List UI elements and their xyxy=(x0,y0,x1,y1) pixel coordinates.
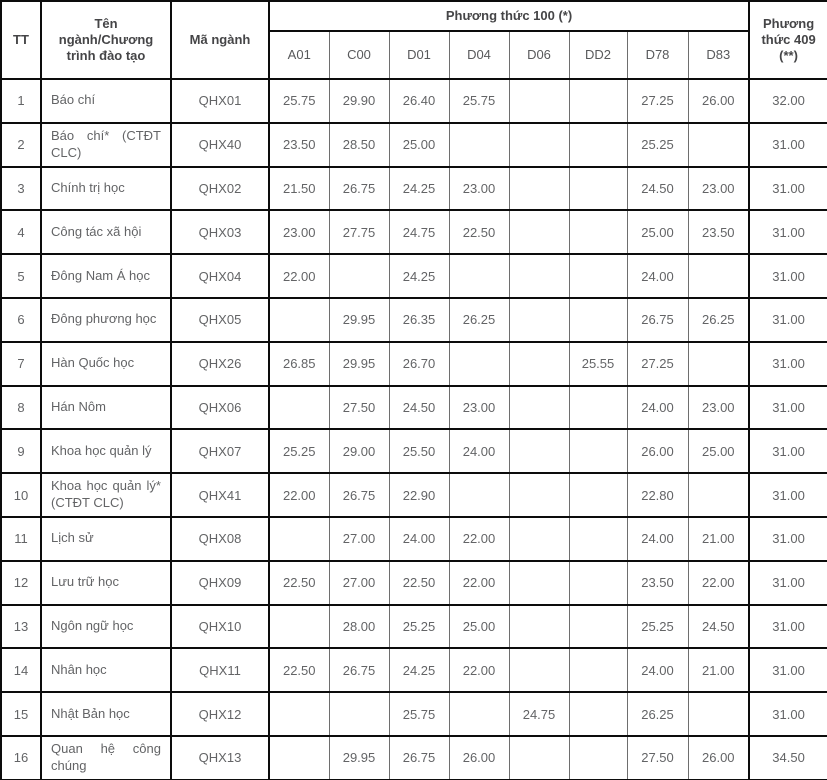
cell-score-a01 xyxy=(269,605,329,649)
cell-score-d78: 25.00 xyxy=(627,210,688,254)
cell-method-409: 31.00 xyxy=(749,429,827,473)
header-subject-d83: D83 xyxy=(688,31,749,79)
cell-score-d06 xyxy=(509,123,569,167)
cell-score-d06 xyxy=(509,210,569,254)
cell-major-code: QHX26 xyxy=(171,342,269,386)
cell-score-a01: 21.50 xyxy=(269,167,329,211)
cell-score-d06 xyxy=(509,298,569,342)
cell-score-d04: 25.00 xyxy=(449,605,509,649)
cell-method-409: 31.00 xyxy=(749,167,827,211)
cell-score-c00: 29.90 xyxy=(329,79,389,123)
cell-score-dd2 xyxy=(569,386,627,430)
cell-score-d83: 23.00 xyxy=(688,167,749,211)
cell-score-d78: 25.25 xyxy=(627,605,688,649)
cell-major-code: QHX12 xyxy=(171,692,269,736)
cell-program-name: Chính trị học xyxy=(41,167,171,211)
cell-tt: 16 xyxy=(1,736,41,780)
cell-major-code: QHX07 xyxy=(171,429,269,473)
cell-method-409: 31.00 xyxy=(749,342,827,386)
cell-score-dd2 xyxy=(569,517,627,561)
table-row xyxy=(1,167,827,211)
cell-major-code: QHX06 xyxy=(171,386,269,430)
cell-score-d83: 24.50 xyxy=(688,605,749,649)
cell-tt: 9 xyxy=(1,429,41,473)
header-method-100: Phương thức 100 (*) xyxy=(269,1,749,31)
table-row xyxy=(1,605,827,649)
cell-score-d04 xyxy=(449,692,509,736)
cell-score-d83: 22.00 xyxy=(688,561,749,605)
cell-score-c00: 28.00 xyxy=(329,605,389,649)
cell-major-code: QHX01 xyxy=(171,79,269,123)
table-row xyxy=(1,561,827,605)
cell-score-d01: 24.25 xyxy=(389,167,449,211)
cell-score-dd2 xyxy=(569,736,627,780)
header-major-code: Mã ngành xyxy=(171,1,269,79)
cell-tt: 1 xyxy=(1,79,41,123)
cell-score-a01 xyxy=(269,692,329,736)
cell-score-d83: 21.00 xyxy=(688,517,749,561)
cell-score-d04 xyxy=(449,254,509,298)
cell-program-name: Nhật Bản học xyxy=(41,692,171,736)
table-row xyxy=(1,736,827,780)
cell-method-409: 31.00 xyxy=(749,298,827,342)
cell-score-d06 xyxy=(509,561,569,605)
header-group-row xyxy=(1,1,827,31)
cell-tt: 10 xyxy=(1,473,41,517)
cell-score-d01: 24.50 xyxy=(389,386,449,430)
cell-score-d78: 24.00 xyxy=(627,254,688,298)
cell-score-d01: 26.40 xyxy=(389,79,449,123)
cell-score-d78: 25.25 xyxy=(627,123,688,167)
cell-method-409: 31.00 xyxy=(749,561,827,605)
cell-tt: 3 xyxy=(1,167,41,211)
cell-score-d83 xyxy=(688,692,749,736)
cell-score-d04: 22.00 xyxy=(449,561,509,605)
table-header xyxy=(1,1,827,79)
cell-program-name: Đông phương học xyxy=(41,298,171,342)
table-row xyxy=(1,123,827,167)
cell-score-d04: 25.75 xyxy=(449,79,509,123)
cell-score-a01: 25.25 xyxy=(269,429,329,473)
header-subject-d06: D06 xyxy=(509,31,569,79)
cell-score-a01: 23.50 xyxy=(269,123,329,167)
cell-score-d06 xyxy=(509,167,569,211)
cell-score-d06 xyxy=(509,342,569,386)
cell-program-name: Hán Nôm xyxy=(41,386,171,430)
cell-method-409: 31.00 xyxy=(749,605,827,649)
cell-score-d01: 26.35 xyxy=(389,298,449,342)
cell-tt: 13 xyxy=(1,605,41,649)
cell-score-d83: 23.00 xyxy=(688,386,749,430)
cell-program-name: Nhân học xyxy=(41,648,171,692)
cell-method-409: 31.00 xyxy=(749,386,827,430)
table-row xyxy=(1,692,827,736)
cell-score-d01: 25.75 xyxy=(389,692,449,736)
cell-score-d78: 24.00 xyxy=(627,648,688,692)
cell-program-name: Hàn Quốc học xyxy=(41,342,171,386)
cell-score-d01: 22.90 xyxy=(389,473,449,517)
cell-tt: 15 xyxy=(1,692,41,736)
table-row xyxy=(1,517,827,561)
cell-score-d04: 23.00 xyxy=(449,167,509,211)
cell-score-d04: 26.25 xyxy=(449,298,509,342)
cell-score-dd2 xyxy=(569,429,627,473)
cell-score-d04: 22.50 xyxy=(449,210,509,254)
cell-program-name: Báo chí* (CTĐT CLC) xyxy=(41,123,171,167)
table-row xyxy=(1,473,827,517)
cell-method-409: 31.00 xyxy=(749,473,827,517)
header-subject-d04: D04 xyxy=(449,31,509,79)
cell-score-dd2 xyxy=(569,692,627,736)
cell-score-dd2 xyxy=(569,298,627,342)
cell-score-d83: 21.00 xyxy=(688,648,749,692)
cell-score-dd2 xyxy=(569,473,627,517)
cell-score-d06 xyxy=(509,605,569,649)
cell-score-d04: 24.00 xyxy=(449,429,509,473)
cell-score-d04: 23.00 xyxy=(449,386,509,430)
cell-score-d04: 22.00 xyxy=(449,648,509,692)
cell-method-409: 32.00 xyxy=(749,79,827,123)
cell-method-409: 31.00 xyxy=(749,254,827,298)
table-row xyxy=(1,79,827,123)
cell-score-dd2 xyxy=(569,210,627,254)
header-tt: TT xyxy=(1,1,41,79)
cell-score-d01: 25.25 xyxy=(389,605,449,649)
cell-score-d06: 24.75 xyxy=(509,692,569,736)
table-row xyxy=(1,648,827,692)
cell-score-c00 xyxy=(329,254,389,298)
cell-score-a01 xyxy=(269,736,329,780)
cell-score-d01: 24.25 xyxy=(389,648,449,692)
table-row xyxy=(1,386,827,430)
cell-score-d06 xyxy=(509,254,569,298)
cell-score-d04 xyxy=(449,473,509,517)
cell-program-name: Quan hệ công chúng xyxy=(41,736,171,780)
cell-score-c00: 26.75 xyxy=(329,648,389,692)
cell-program-name: Đông Nam Á học xyxy=(41,254,171,298)
cell-major-code: QHX10 xyxy=(171,605,269,649)
cell-program-name: Ngôn ngữ học xyxy=(41,605,171,649)
cell-score-d83: 23.50 xyxy=(688,210,749,254)
cell-score-c00 xyxy=(329,692,389,736)
header-subject-d78: D78 xyxy=(627,31,688,79)
cell-score-d04 xyxy=(449,342,509,386)
cell-tt: 4 xyxy=(1,210,41,254)
cell-major-code: QHX09 xyxy=(171,561,269,605)
cell-score-d83 xyxy=(688,473,749,517)
table-body xyxy=(1,79,827,780)
table-row xyxy=(1,342,827,386)
cell-score-c00: 27.00 xyxy=(329,561,389,605)
cell-score-d78: 26.75 xyxy=(627,298,688,342)
cell-score-d83: 26.00 xyxy=(688,736,749,780)
cell-method-409: 34.50 xyxy=(749,736,827,780)
cell-tt: 7 xyxy=(1,342,41,386)
cell-score-d06 xyxy=(509,517,569,561)
cell-score-d83: 26.00 xyxy=(688,79,749,123)
cell-score-c00: 29.95 xyxy=(329,342,389,386)
cell-score-d01: 26.75 xyxy=(389,736,449,780)
cell-score-c00: 27.00 xyxy=(329,517,389,561)
cell-score-a01: 22.00 xyxy=(269,473,329,517)
cell-score-dd2 xyxy=(569,648,627,692)
cell-score-dd2 xyxy=(569,79,627,123)
cell-score-dd2 xyxy=(569,167,627,211)
cell-score-c00: 29.00 xyxy=(329,429,389,473)
header-method-409: Phương thức 409 (**) xyxy=(749,1,827,79)
cell-major-code: QHX08 xyxy=(171,517,269,561)
header-subject-c00: C00 xyxy=(329,31,389,79)
cell-score-a01: 22.50 xyxy=(269,648,329,692)
cell-tt: 5 xyxy=(1,254,41,298)
cell-score-dd2: 25.55 xyxy=(569,342,627,386)
cell-score-d01: 25.50 xyxy=(389,429,449,473)
cell-score-c00: 26.75 xyxy=(329,167,389,211)
cell-score-d78: 26.00 xyxy=(627,429,688,473)
cell-major-code: QHX04 xyxy=(171,254,269,298)
cell-score-a01: 23.00 xyxy=(269,210,329,254)
cell-score-dd2 xyxy=(569,561,627,605)
cell-score-d83 xyxy=(688,342,749,386)
cell-score-d01: 24.00 xyxy=(389,517,449,561)
cell-score-d06 xyxy=(509,79,569,123)
header-subject-d01: D01 xyxy=(389,31,449,79)
cell-score-d78: 27.25 xyxy=(627,79,688,123)
cell-score-d01: 24.75 xyxy=(389,210,449,254)
cell-major-code: QHX05 xyxy=(171,298,269,342)
cell-score-a01 xyxy=(269,298,329,342)
cell-score-d78: 24.00 xyxy=(627,517,688,561)
cell-score-d06 xyxy=(509,429,569,473)
cell-score-d83: 25.00 xyxy=(688,429,749,473)
table-row xyxy=(1,254,827,298)
cell-program-name: Khoa học quản lý xyxy=(41,429,171,473)
cell-program-name: Công tác xã hội xyxy=(41,210,171,254)
cell-tt: 8 xyxy=(1,386,41,430)
cell-score-a01: 25.75 xyxy=(269,79,329,123)
cell-major-code: QHX02 xyxy=(171,167,269,211)
cell-score-d01: 25.00 xyxy=(389,123,449,167)
table-row xyxy=(1,210,827,254)
cell-score-d01: 26.70 xyxy=(389,342,449,386)
cell-score-dd2 xyxy=(569,254,627,298)
cell-program-name: Báo chí xyxy=(41,79,171,123)
cell-score-d04: 22.00 xyxy=(449,517,509,561)
header-program-name: Tên ngành/Chương trình đào tạo xyxy=(41,1,171,79)
cell-score-d78: 23.50 xyxy=(627,561,688,605)
cell-score-a01: 22.50 xyxy=(269,561,329,605)
cell-score-a01: 22.00 xyxy=(269,254,329,298)
cell-tt: 14 xyxy=(1,648,41,692)
cell-score-c00: 29.95 xyxy=(329,736,389,780)
cell-method-409: 31.00 xyxy=(749,517,827,561)
cell-score-d83: 26.25 xyxy=(688,298,749,342)
cell-major-code: QHX40 xyxy=(171,123,269,167)
cell-score-a01: 26.85 xyxy=(269,342,329,386)
cell-tt: 12 xyxy=(1,561,41,605)
cell-major-code: QHX03 xyxy=(171,210,269,254)
cell-method-409: 31.00 xyxy=(749,123,827,167)
cell-score-c00: 29.95 xyxy=(329,298,389,342)
cell-score-d78: 26.25 xyxy=(627,692,688,736)
cell-score-c00: 28.50 xyxy=(329,123,389,167)
cell-score-d06 xyxy=(509,386,569,430)
cell-score-c00: 26.75 xyxy=(329,473,389,517)
cell-method-409: 31.00 xyxy=(749,210,827,254)
cell-score-d78: 27.25 xyxy=(627,342,688,386)
table-row xyxy=(1,429,827,473)
cell-program-name: Khoa học quản lý* (CTĐT CLC) xyxy=(41,473,171,517)
cell-major-code: QHX41 xyxy=(171,473,269,517)
cell-score-d83 xyxy=(688,123,749,167)
cell-score-a01 xyxy=(269,386,329,430)
cell-program-name: Lưu trữ học xyxy=(41,561,171,605)
cell-score-c00: 27.75 xyxy=(329,210,389,254)
table-row xyxy=(1,298,827,342)
cell-score-d78: 24.50 xyxy=(627,167,688,211)
cell-score-d78: 24.00 xyxy=(627,386,688,430)
cell-tt: 6 xyxy=(1,298,41,342)
cell-tt: 11 xyxy=(1,517,41,561)
header-subject-dd2: DD2 xyxy=(569,31,627,79)
cell-score-d04: 26.00 xyxy=(449,736,509,780)
cell-major-code: QHX11 xyxy=(171,648,269,692)
cell-score-d01: 24.25 xyxy=(389,254,449,298)
cell-score-d06 xyxy=(509,473,569,517)
cell-score-d78: 27.50 xyxy=(627,736,688,780)
cell-score-d78: 22.80 xyxy=(627,473,688,517)
cell-program-name: Lịch sử xyxy=(41,517,171,561)
cell-score-d04 xyxy=(449,123,509,167)
cell-score-dd2 xyxy=(569,605,627,649)
cell-method-409: 31.00 xyxy=(749,692,827,736)
cell-score-dd2 xyxy=(569,123,627,167)
cell-score-d83 xyxy=(688,254,749,298)
cell-method-409: 31.00 xyxy=(749,648,827,692)
cell-score-c00: 27.50 xyxy=(329,386,389,430)
cell-major-code: QHX13 xyxy=(171,736,269,780)
cell-score-a01 xyxy=(269,517,329,561)
cell-tt: 2 xyxy=(1,123,41,167)
header-subject-a01: A01 xyxy=(269,31,329,79)
cell-score-d06 xyxy=(509,648,569,692)
cell-score-d01: 22.50 xyxy=(389,561,449,605)
cell-score-d06 xyxy=(509,736,569,780)
